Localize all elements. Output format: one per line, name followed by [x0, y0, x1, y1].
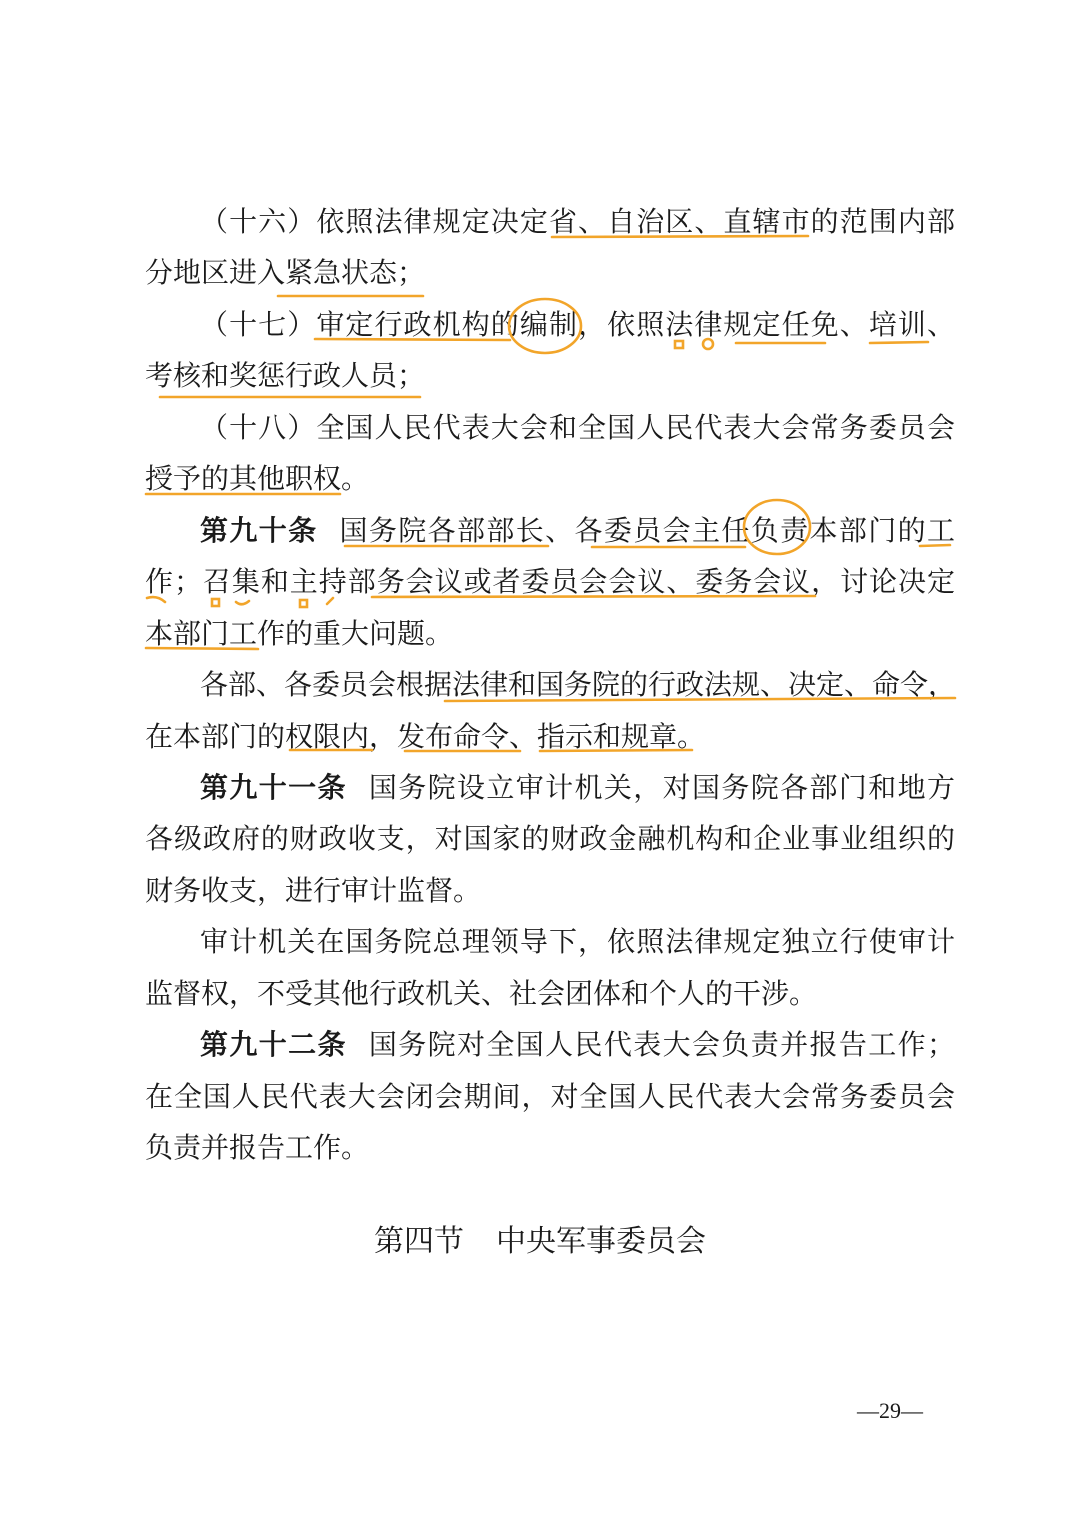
article-91-first-line	[200, 762, 955, 814]
text-line: （十六）依照法律规定决定省、自治区、直辖市的范围内部	[200, 205, 955, 238]
text-line: 考核和奖惩行政人员；	[145, 359, 426, 392]
text-line: 授予的其他职权。	[145, 462, 370, 495]
section-number: 第四节	[374, 1224, 464, 1259]
page-number: —29—	[857, 1398, 923, 1423]
text-line: 国务院各部部长、各委员会主任负责本部门的工	[339, 514, 955, 547]
article-90-heading: 第九十条	[200, 514, 318, 547]
text-line: 在全国人民代表大会闭会期间，对全国人民代表大会常务委员会	[145, 1080, 955, 1113]
text-line: 各级政府的财政收支，对国家的财政金融机构和企业事业组织的	[145, 822, 955, 855]
text-line: （十八）全国人民代表大会和全国人民代表大会常务委员会	[200, 411, 955, 444]
article-91-heading: 第九十一条	[200, 771, 347, 804]
text-line: 监督权，不受其他行政机关、社会团体和个人的干涉。	[145, 977, 818, 1010]
article-92-heading: 第九十二条	[200, 1028, 347, 1061]
text-line: 负责并报告工作。	[145, 1131, 370, 1164]
text-line: 分地区进入紧急状态；	[145, 256, 426, 289]
article-92-first-line	[200, 1019, 955, 1071]
text-line: 国务院对全国人民代表大会负责并报告工作；	[368, 1028, 955, 1061]
text-line: 审计机关在国务院总理领导下，依照法律规定独立行使审计	[200, 925, 955, 958]
text-line: 本部门工作的重大问题。	[145, 617, 454, 650]
section-title	[0, 1216, 1080, 1268]
text-line: （十七）审定行政机构的编制，依照法律规定任免、培训、	[200, 308, 955, 341]
section-name: 中央军事委员会	[496, 1224, 706, 1259]
text-line: 财务收支，进行审计监督。	[145, 874, 482, 907]
text-line: 作；召集和主持部务会议或者委员会会议、委务会议，讨论决定	[145, 565, 955, 598]
text-line: 各部、各委员会根据法律和国务院的行政法规、决定、命令，	[200, 668, 957, 701]
text-line: 在本部门的权限内，发布命令、指示和规章。	[145, 720, 706, 753]
article-90-first-line	[200, 505, 955, 557]
text-line: 国务院设立审计机关，对国务院各部门和地方	[368, 771, 955, 804]
